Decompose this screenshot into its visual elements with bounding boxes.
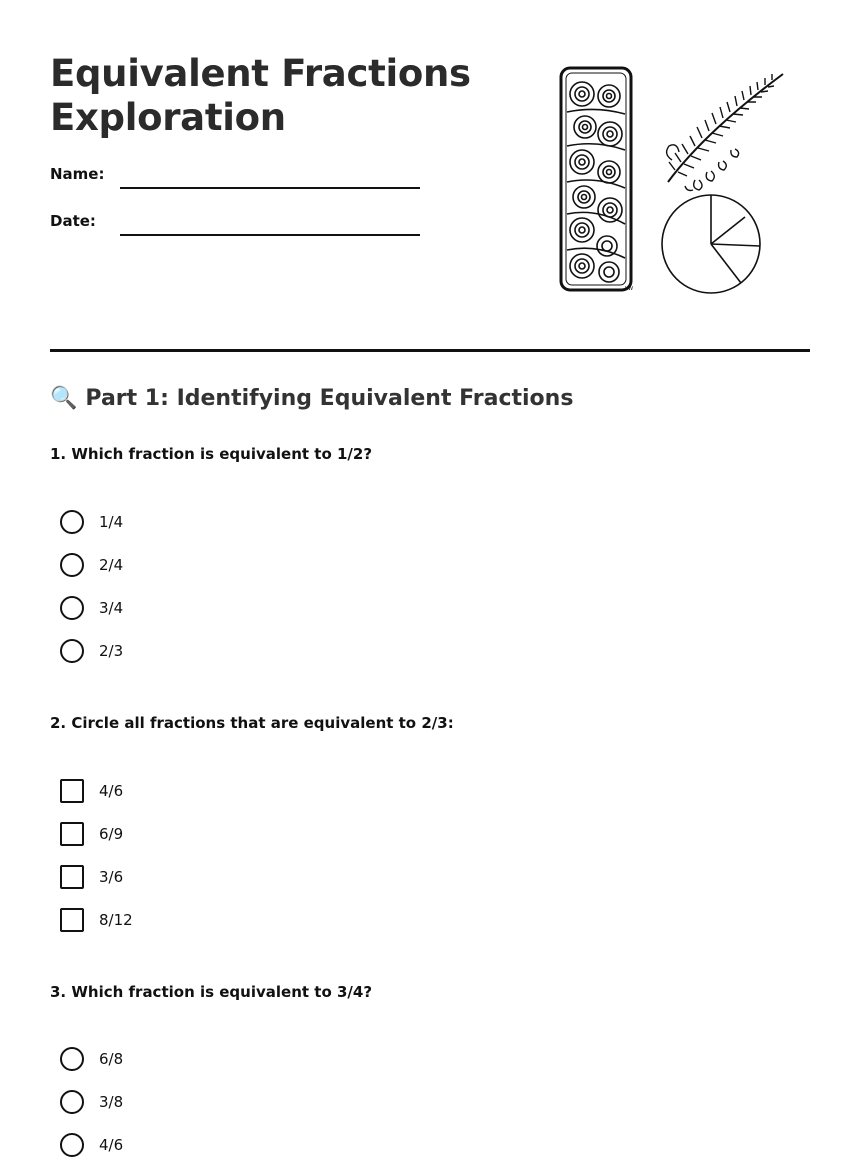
part1-heading-text: Part 1: Identifying Equivalent Fractions [85, 386, 574, 411]
artist-signature: KW [625, 286, 634, 292]
header-illustration [555, 62, 795, 298]
radio-button[interactable] [60, 596, 84, 620]
q3-option-3[interactable] [60, 1133, 123, 1157]
radio-button[interactable] [60, 553, 84, 577]
option-label: 2/4 [99, 556, 124, 574]
radio-button[interactable] [60, 1047, 84, 1071]
checkbox[interactable] [60, 822, 84, 846]
option-label: 4/6 [99, 782, 124, 800]
option-label: 6/9 [99, 825, 124, 843]
name-label: Name: [50, 165, 105, 183]
question-2: 2. Circle all fractions that are equivalent to 2/3: [50, 714, 454, 732]
radio-button[interactable] [60, 1133, 84, 1157]
option-label: 8/12 [99, 911, 133, 929]
option-label: 3/4 [99, 599, 124, 617]
question-1: 1. Which fraction is equivalent to 1/2? [50, 445, 373, 463]
option-label: 3/8 [99, 1093, 124, 1111]
option-label: 3/6 [99, 868, 124, 886]
q3-option-1[interactable] [60, 1047, 123, 1071]
q2-option-2[interactable] [60, 822, 123, 846]
part1-heading [50, 386, 573, 411]
section-divider [50, 349, 810, 352]
radio-button[interactable] [60, 1090, 84, 1114]
q1-option-4[interactable] [60, 639, 123, 663]
option-label: 2/3 [99, 642, 124, 660]
q2-option-1[interactable] [60, 779, 123, 803]
q1-option-1[interactable] [60, 510, 123, 534]
q2-option-4[interactable] [60, 908, 133, 932]
radio-button[interactable] [60, 510, 84, 534]
option-label: 6/8 [99, 1050, 124, 1068]
title-line-1: Equivalent Fractions [50, 52, 471, 95]
fern-frond-icon [667, 74, 783, 191]
worksheet-title [50, 52, 471, 140]
pie-chart-icon [662, 195, 760, 293]
checkbox[interactable] [60, 779, 84, 803]
q1-option-2[interactable] [60, 553, 123, 577]
date-field[interactable] [120, 234, 420, 236]
q3-option-2[interactable] [60, 1090, 123, 1114]
name-field[interactable] [120, 187, 420, 189]
option-label: 4/6 [99, 1136, 124, 1154]
question-3: 3. Which fraction is equivalent to 3/4? [50, 983, 373, 1001]
option-label: 1/4 [99, 513, 124, 531]
magnifying-glass-icon: 🔍 [50, 386, 78, 411]
radio-button[interactable] [60, 639, 84, 663]
title-line-2: Exploration [50, 96, 286, 139]
q2-option-3[interactable] [60, 865, 123, 889]
checkbox[interactable] [60, 908, 84, 932]
q1-option-3[interactable] [60, 596, 123, 620]
date-label: Date: [50, 212, 96, 230]
checkbox[interactable] [60, 865, 84, 889]
